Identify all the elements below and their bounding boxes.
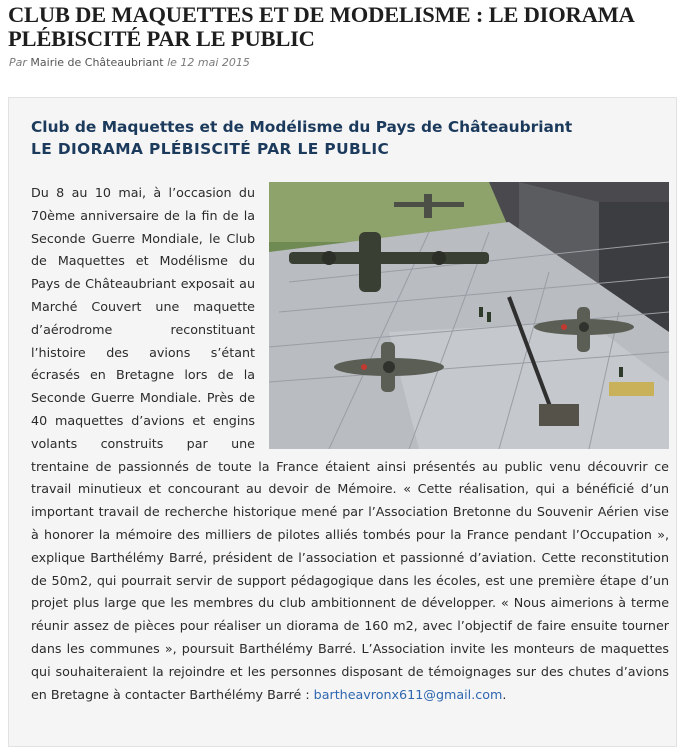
byline <box>9 56 250 69</box>
email-link[interactable]: bartheavronx611@gmail.com <box>313 686 503 702</box>
article-body <box>31 182 669 706</box>
article-title <box>8 3 677 51</box>
byline-prefix: Par <box>9 56 27 69</box>
publish-date: le 12 mai 2015 <box>167 56 250 69</box>
content-subheading: LE DIORAMA PLÉBISCITÉ PAR LE PUBLIC <box>31 140 390 158</box>
content-heading: Club de Maquettes et de Modélisme du Pays de Châteaubriant <box>31 118 573 136</box>
diorama-photo <box>269 182 669 449</box>
author-link[interactable]: Mairie de Châteaubriant <box>30 56 164 69</box>
title-line-1: CLUB DE MAQUETTES ET DE MODELISME : LE DIORAMA <box>8 2 635 27</box>
article-content <box>8 97 677 747</box>
title-line-2: PLÉBISCITÉ PAR LE PUBLIC <box>8 26 315 51</box>
paragraph-end: . <box>502 686 507 702</box>
article-paragraph: Du 8 au 10 mai, à l’occasion du 70ème anniversaire de la fin de la Seconde Guerre Mondiale, le Club de Maquettes et Modélisme du Pays de Châteaubriant exposait au Marché Couvert une maquette d’aérodrome reconstituant l’histoire des avions s’étant écrasés en Bretagne lors de la Seconde Guerre Mondiale. Près de 40 maquettes d’avions et engins volants construits par une trentaine de passionnés de toute la France étaient ainsi présentés au public venu découvrir ce travail minutieux et concourant au devoir de Mémoire. « Cette réalisation, qui a bénéficié d’un important travail de recherche historique mené par l’Association Bretonne du Souvenir Aérien vise à honorer la mémoire des milliers de pilotes alliés tombés pour la France pendant l’Occupation », explique Barthélémy Barré, président de l’association et passionné d’aviation. Cette reconstitution de 50m2, qui pourrait servir de support pédagogique dans les écoles, est une première étape d’un projet plus large que les membres du club ambitionnent de développer. « Nous aimerions à terme réunir assez de pièces pour réaliser un diorama de 160 m2, avec l’objectif de faire ensuite tourner dans les communes », poursuit Barthélémy Barré. L’Association invite les monteurs de maquettes qui souhaiteraient la rejoindre et les personnes disposant de témoignages sur des chutes d’avions en Bretagne à contacter Barthélémy Barré : <box>31 185 669 702</box>
